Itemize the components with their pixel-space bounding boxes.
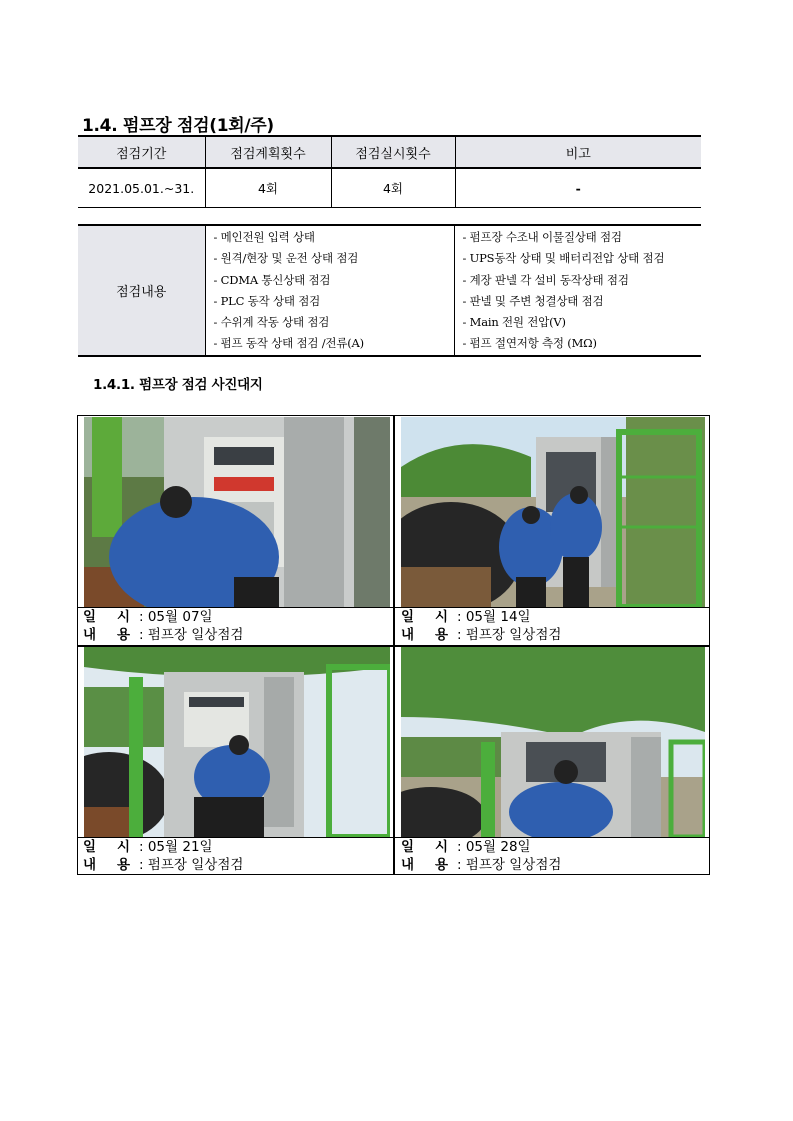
list-item: - 판넬 및 주변 청결상태 점검 [462,293,604,308]
list-item: - 수위계 작동 상태 점검 [213,315,330,330]
table-header-row [78,136,701,168]
photo-content-line [83,626,243,644]
list-item: - 메인전원 입력 상태 [213,230,315,244]
inspection-content-table [78,224,701,357]
section-heading: 1.4. 펌프장 점검(1회/주) [82,116,274,136]
list-item: - 펌프장 수조내 이물질상태 점검 [462,230,622,244]
header-planned-count: 점검계획횟수 [205,136,331,168]
list-item: - PLC 동작 상태 점검 [213,293,321,308]
photo-date-line [401,838,531,856]
cell-planned-count: 4회 [205,168,331,208]
caption-label: 내 [83,627,97,643]
caption-label: 시 [435,839,449,855]
photo-section-title: 1.4.1. 펌프장 점검 사진대지 [93,377,263,393]
list-item: - Main 전원 전압(V) [462,315,566,330]
photo-date: : 05월 14일 [457,609,531,625]
photo-date: : 05월 07일 [139,609,213,625]
caption-label: 용 [435,627,449,643]
caption-label: 시 [117,609,131,625]
header-remarks: 비고 [455,136,701,168]
caption-label: 내 [83,857,97,873]
table-row [78,168,701,208]
caption-label: 일 [83,609,97,625]
content-left-column [205,225,454,356]
caption-label: 시 [435,609,449,625]
list-item: - 펌프 절연저항 측정 (MΩ) [462,336,597,351]
cell-actual-count: 4회 [331,168,455,208]
content-right-column [454,225,701,356]
photo-content: : 펌프장 일상점검 [139,857,244,873]
photo-date-line [83,838,213,856]
photo-content-line [401,856,561,874]
inspection-photo [84,417,390,607]
caption-label: 일 [83,839,97,855]
caption-label: 일 [401,839,415,855]
photo-content: : 펌프장 일상점검 [139,627,244,643]
inspection-schedule-table [78,135,701,208]
header-actual-count: 점검실시횟수 [331,136,455,168]
list-item: - CDMA 통신상태 점검 [213,272,331,287]
photo-content-line [401,626,561,644]
caption-label: 일 [401,609,415,625]
cell-remarks: - [455,168,701,208]
cell-period: 2021.05.01.~31. [78,168,205,208]
photo-content: : 펌프장 일상점검 [457,627,562,643]
content-label: 점검내용 [78,225,205,356]
list-item: - 펌프 동작 상태 점검 /전류(A) [213,336,364,351]
photo-date: : 05월 21일 [139,839,213,855]
photo-date-line [401,608,531,626]
photo-date-line [83,608,213,626]
inspection-photo [401,417,705,607]
caption-label: 시 [117,839,131,855]
list-item: - UPS동작 상태 및 배터리전압 상태 점검 [462,251,665,266]
photo-content-line [83,856,243,874]
list-item: - 원격/현장 및 운전 상태 점검 [213,251,359,266]
caption-label: 용 [435,857,449,873]
caption-label: 내 [401,627,415,643]
photo-date: : 05월 28일 [457,839,531,855]
header-period: 점검기간 [78,136,205,168]
caption-label: 용 [117,627,131,643]
photo-content: : 펌프장 일상점검 [457,857,562,873]
caption-label: 내 [401,857,415,873]
list-item: - 계장 판넬 각 설비 동작상태 점검 [462,272,629,287]
inspection-photo [401,647,705,837]
caption-label: 용 [117,857,131,873]
photo-sheet [77,415,710,875]
inspection-photo [84,647,390,837]
